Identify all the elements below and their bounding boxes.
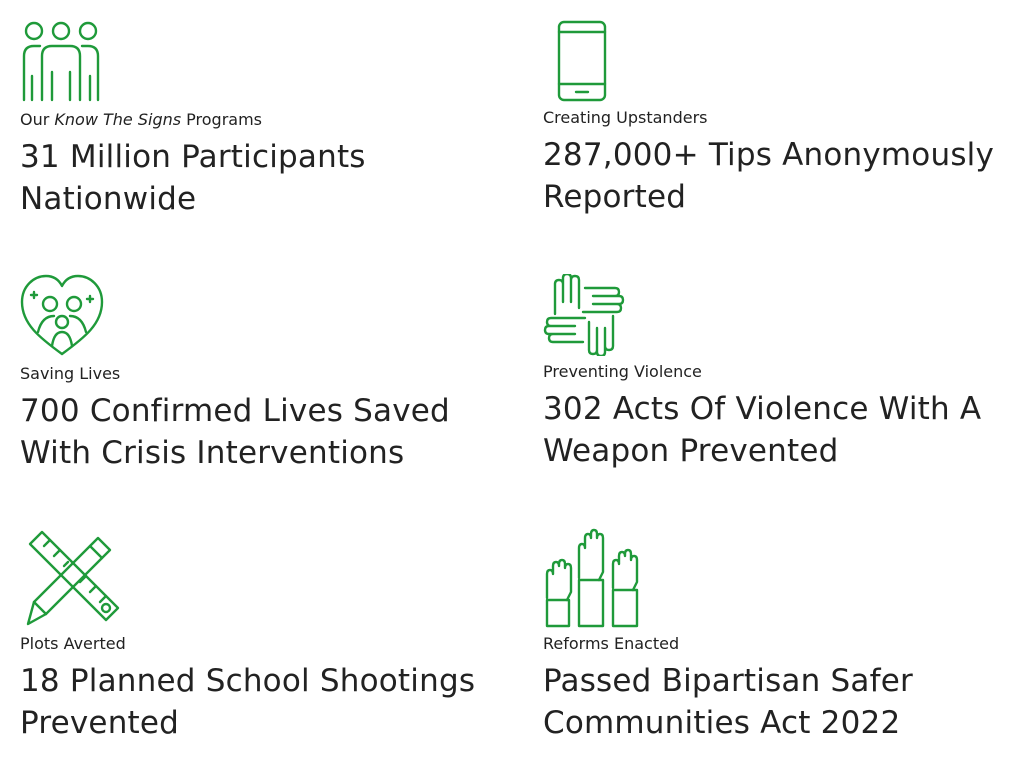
stat-violence-prevented — [543, 274, 1023, 472]
joined-hands-icon — [543, 274, 625, 356]
stat-headline: Passed Bipartisan Safer Communities Act 2022 — [543, 663, 913, 741]
stat-headline: 700 Confirmed Lives Saved With Crisis Interventions — [20, 393, 450, 471]
phone-icon — [543, 20, 625, 102]
stat-tips — [543, 20, 1023, 218]
stat-plots-averted — [20, 528, 510, 744]
stat-headline: 18 Planned School Shootings Prevented — [20, 663, 476, 741]
program-name: Know The Signs — [54, 110, 182, 129]
stat-label: Reforms Enacted — [543, 634, 680, 653]
stat-label: Our Know The Signs Programs — [20, 110, 263, 129]
stat-label: Saving Lives — [20, 364, 121, 383]
family-heart-icon — [20, 274, 104, 358]
people-icon — [20, 20, 102, 104]
pencil-ruler-icon — [20, 528, 120, 628]
stat-headline: 302 Acts Of Violence With A Weapon Prevented — [543, 391, 982, 469]
stat-reforms-enacted — [543, 528, 1023, 744]
stat-headline: 287,000+ Tips Anonymously Reported — [543, 137, 995, 215]
raised-hands-icon — [543, 528, 643, 628]
stat-participants — [20, 20, 510, 220]
stat-label: Plots Averted — [20, 634, 126, 653]
stat-label: Preventing Violence — [543, 362, 702, 381]
stat-label: Creating Upstanders — [543, 108, 708, 127]
stat-headline: 31 Million Participants Nationwide — [20, 139, 366, 217]
stat-lives-saved — [20, 274, 510, 474]
